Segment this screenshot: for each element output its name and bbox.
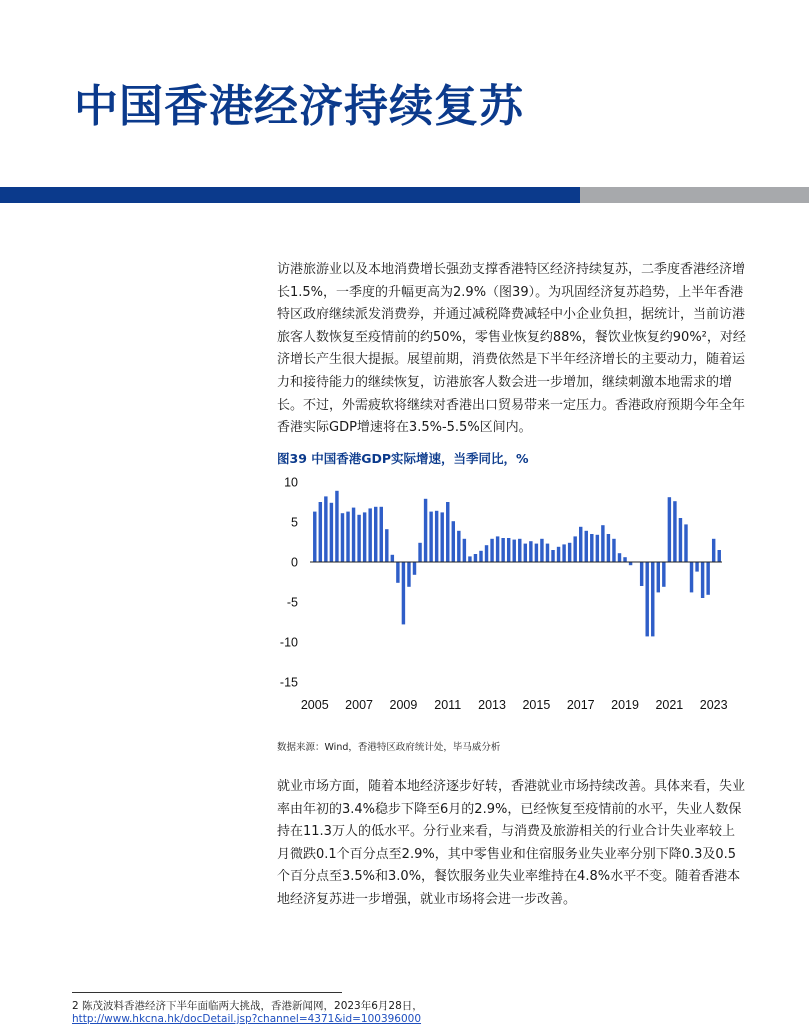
gdp-bar [718, 550, 721, 562]
gdp-bar [579, 527, 582, 562]
gdp-bar [346, 512, 349, 562]
gdp-bar [474, 554, 477, 562]
gdp-bar [673, 501, 676, 562]
gdp-bar [640, 562, 643, 586]
gdp-bar [352, 508, 355, 562]
gdp-bar [557, 547, 560, 562]
gdp-bar [712, 539, 715, 562]
gdp-bar [623, 557, 626, 562]
header-band-grey [580, 187, 809, 203]
gdp-bar [524, 544, 527, 562]
gdp-bar [391, 555, 394, 562]
gdp-bar [601, 525, 604, 562]
gdp-bar [568, 543, 571, 562]
x-tick-label: 2011 [434, 698, 461, 712]
gdp-bar [457, 531, 460, 562]
x-tick-label: 2005 [301, 698, 329, 712]
gdp-bar [618, 553, 621, 562]
gdp-bar [335, 491, 338, 562]
gdp-bar [590, 534, 593, 562]
gdp-bar [651, 562, 654, 636]
gdp-bar [501, 538, 504, 562]
x-tick-label: 2009 [390, 698, 418, 712]
page-title: 中国香港经济持续复苏 [74, 70, 524, 134]
figure-source: 数据来源：Wind，香港特区政府统计处，毕马威分析 [277, 739, 500, 753]
gdp-bar [668, 497, 671, 562]
gdp-bar [452, 521, 455, 562]
gdp-bar [407, 562, 410, 587]
figure-title: 图39 中国香港GDP实际增速，当季同比，% [277, 449, 529, 467]
gdp-bar [319, 502, 322, 562]
y-tick-label: 0 [291, 556, 298, 570]
body-paragraph-1: 访港旅游业以及本地消费增长强劲支撑香港特区经济持续复苏，二季度香港经济增长1.5%，一季度的升幅更高为2.9%（图39）。为巩固经济复苏趋势，上半年香港特区政府继续派发消费券，并通过减税降费减轻中小企业负担，据统计，当前访港旅客人数恢复至疫情前的约50%，零售业恢复约88%，餐饮业恢复约90%²，对经济增长产生很大提振。展望前期，消费依然是下半年经济增长的主要动力，随着运力和接待能力的继续恢复，访港旅客人数会进一步增加，继续刺激本地需求的增长。不过，外需疲软将继续对香港出口贸易带来一定压力。香港政府预期今年全年香港实际GDP增速将在3.5%-5.5%区间内。 [277, 259, 747, 440]
footnote-text: 2 陈茂波料香港经济下半年面临两大挑战，香港新闻网，2023年6月28日， [72, 998, 423, 1013]
gdp-bar [684, 524, 687, 562]
footnote-link[interactable]: http://www.hkcna.hk/docDetail.jsp?channel=4371&id=100396000 [72, 1013, 421, 1025]
gdp-bar [701, 562, 704, 598]
gdp-bar [490, 539, 493, 562]
gdp-bar [341, 513, 344, 562]
gdp-bar [363, 512, 366, 562]
gdp-bar [468, 556, 471, 562]
gdp-bar [546, 544, 549, 562]
footnote-rule [72, 992, 342, 993]
x-tick-label: 2017 [567, 698, 595, 712]
gdp-bar [585, 531, 588, 562]
gdp-bar [418, 543, 421, 562]
y-tick-label: -10 [280, 636, 298, 650]
gdp-bar [374, 507, 377, 562]
gdp-bar [695, 562, 698, 572]
gdp-bar [562, 544, 565, 562]
gdp-bar [529, 541, 532, 562]
gdp-bar [645, 562, 648, 636]
gdp-bar [596, 535, 599, 562]
gdp-bar [513, 540, 516, 562]
gdp-bar [429, 512, 432, 562]
gdp-bar [440, 512, 443, 562]
y-tick-label: 5 [291, 516, 298, 530]
gdp-bar [607, 534, 610, 562]
gdp-bar [507, 538, 510, 562]
gdp-bar [313, 512, 316, 562]
gdp-bar [690, 562, 693, 592]
gdp-bar [479, 551, 482, 562]
gdp-bar [706, 562, 709, 595]
gdp-bar [446, 502, 449, 562]
header-band-blue [0, 187, 580, 203]
gdp-bar [662, 562, 665, 587]
gdp-bar [485, 545, 488, 562]
x-tick-label: 2007 [345, 698, 373, 712]
gdp-bar [496, 536, 499, 562]
gdp-bar [463, 539, 466, 562]
gdp-bar [380, 507, 383, 562]
body-paragraph-2: 就业市场方面，随着本地经济逐步好转，香港就业市场持续改善。具体来看，失业率由年初的3.4%稳步下降至6月的2.9%，已经恢复至疫情前的水平，失业人数保持在11.3万人的低水平。分行业来看，与消费及旅游相关的行业合计失业率较上月微跌0.1个百分点至2.9%，其中零售业和住宿服务业失业率分别下降0.3及0.5个百分点至3.5%和3.0%，餐饮服务业失业率维持在4.8%水平不变。随着香港本地经济复苏进一步增强，就业市场将会进一步改善。 [277, 776, 747, 912]
x-tick-label: 2023 [700, 698, 728, 712]
gdp-bar [679, 518, 682, 562]
gdp-bar [657, 562, 660, 592]
gdp-bar [551, 550, 554, 562]
gdp-bar [330, 503, 333, 562]
gdp-bar [612, 539, 615, 562]
gdp-bar [535, 544, 538, 562]
y-tick-label: -15 [280, 676, 298, 690]
gdp-bar [396, 562, 399, 583]
gdp-bar [368, 508, 371, 562]
gdp-bar [435, 511, 438, 562]
gdp-bar [540, 539, 543, 562]
gdp-bar [402, 562, 405, 624]
x-tick-label: 2019 [611, 698, 639, 712]
gdp-bar [573, 536, 576, 562]
x-tick-label: 2015 [522, 698, 550, 712]
gdp-bar [413, 562, 416, 575]
gdp-bar [385, 529, 388, 562]
y-tick-label: 10 [284, 476, 298, 490]
y-tick-label: -5 [287, 596, 298, 610]
x-tick-label: 2021 [655, 698, 683, 712]
x-tick-label: 2013 [478, 698, 506, 712]
gdp-growth-bar-chart [270, 470, 740, 730]
gdp-bar [357, 515, 360, 562]
gdp-bar [518, 539, 521, 562]
gdp-bar [324, 496, 327, 562]
gdp-bar [424, 499, 427, 562]
